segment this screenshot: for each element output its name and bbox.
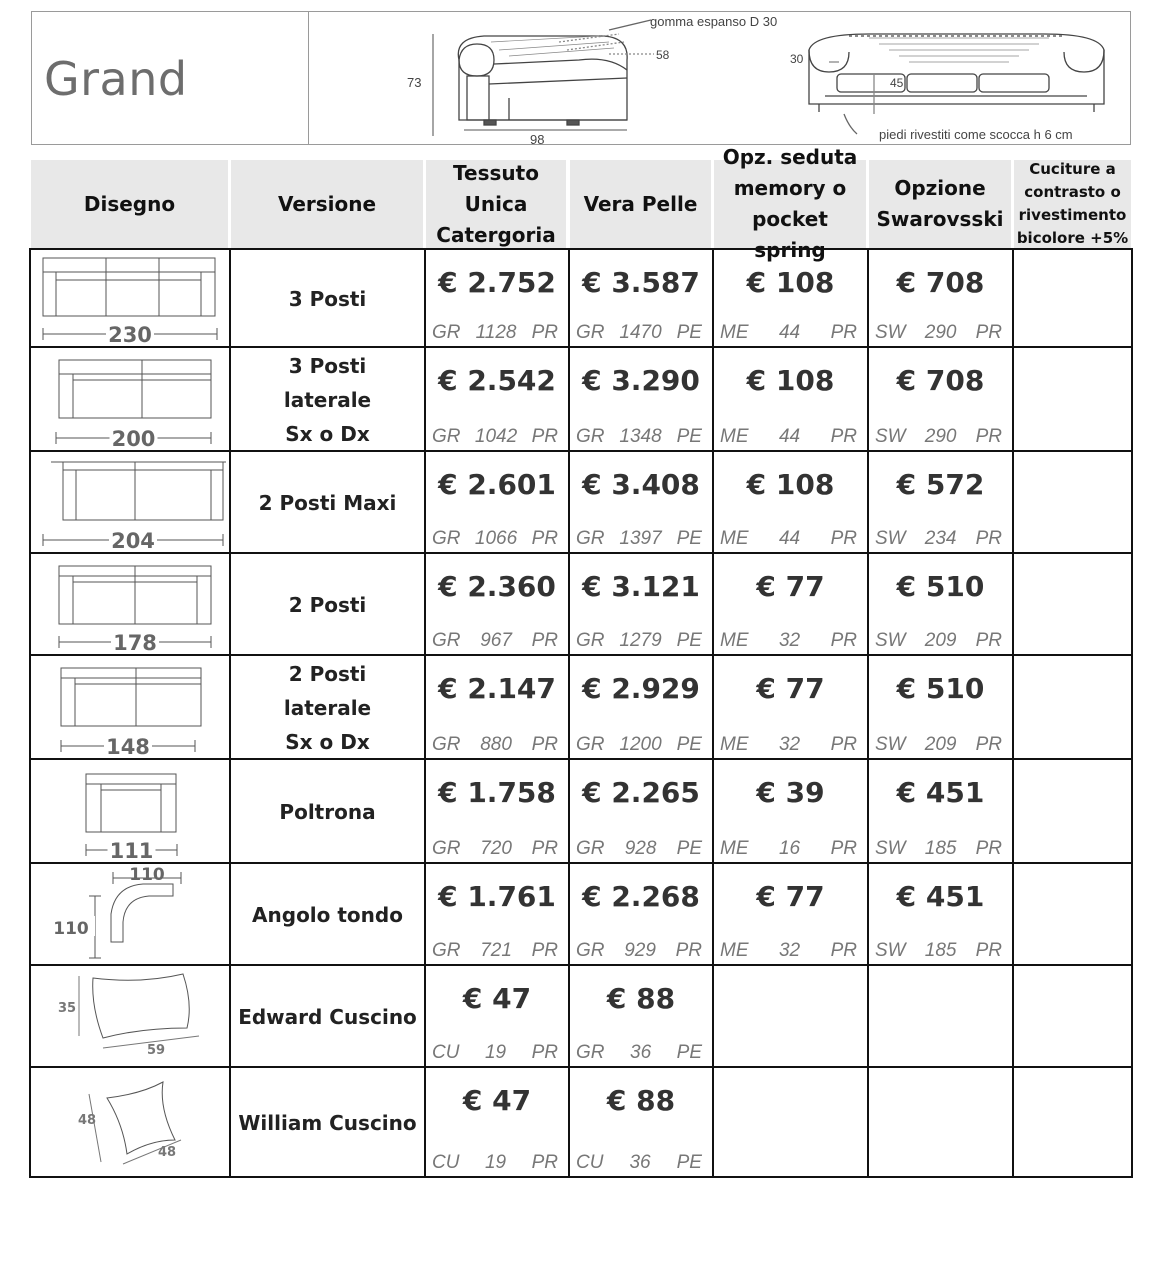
code-part: GR [432, 426, 461, 447]
fabric-price-cell [426, 656, 568, 760]
code-part: 929 [624, 940, 656, 961]
fabric-price: € 47 [462, 982, 532, 1015]
code-part: GR [576, 528, 605, 549]
version-name [231, 760, 424, 864]
column-header-version: Versione [231, 160, 423, 248]
column-header-stitching: Cuciture a contrasto o rivestimento bicolore +5% [1014, 160, 1131, 248]
swarovski-article-code [875, 426, 1002, 448]
table-row [29, 346, 1133, 452]
drawing-svg [31, 1068, 227, 1178]
table-row [29, 1066, 1133, 1178]
seat-price: € 108 [746, 266, 835, 299]
code-part: SW [875, 838, 906, 859]
version-line: Sx o Dx [285, 422, 370, 446]
code-part: PR [531, 426, 558, 447]
seat-price: € 108 [746, 364, 835, 397]
leather-price: € 3.408 [582, 468, 700, 501]
version-line: laterale [283, 696, 372, 720]
swarovski-price-cell [869, 760, 1012, 864]
swarovski-price: € 708 [896, 364, 985, 397]
column-header-fabric: Tessuto Unica Catergoria [426, 160, 566, 248]
code-part: SW [875, 734, 906, 755]
version-line: William Cuscino [238, 1111, 417, 1135]
sofa-side-view-drawing [309, 12, 1132, 144]
dimension-label: 48 [77, 1113, 97, 1128]
code-part: 209 [924, 734, 957, 755]
leather-article-code [576, 426, 702, 448]
code-part: PR [830, 940, 857, 961]
seat-price-cell [714, 966, 867, 1068]
fabric-price-cell [426, 966, 568, 1068]
table-row [29, 248, 1133, 348]
code-part: GR [576, 940, 605, 961]
swarovski-article-code [875, 734, 1002, 756]
swarovski-price-cell [869, 1068, 1012, 1178]
leather-article-code [576, 1152, 702, 1174]
code-part: PR [975, 630, 1002, 651]
stitching-cell [1014, 348, 1131, 452]
leather-price-cell [570, 1068, 712, 1178]
code-part: 967 [480, 630, 512, 651]
seat-price-cell [714, 656, 867, 760]
code-part: GR [432, 838, 461, 859]
depth-label: 98 [530, 132, 545, 147]
code-part: ME [720, 322, 749, 343]
product-drawing [31, 250, 227, 348]
seat-article-code [720, 838, 857, 860]
drawing-svg [31, 554, 227, 656]
stitching-cell [1014, 656, 1131, 760]
swarovski-article-code [875, 940, 1002, 962]
height-label: 73 [407, 75, 422, 90]
code-part: PE [676, 1152, 702, 1173]
fabric-price-cell [426, 250, 568, 348]
fabric-price-cell [426, 452, 568, 554]
version-name [231, 864, 424, 966]
fabric-price: € 2.542 [438, 364, 556, 397]
leather-article-code [576, 838, 702, 860]
code-part: 36 [629, 1152, 651, 1173]
code-part: 32 [778, 940, 801, 961]
swarovski-price: € 510 [896, 570, 985, 603]
swarovski-price: € 708 [896, 266, 985, 299]
fabric-price: € 1.758 [438, 776, 556, 809]
leather-price: € 3.121 [582, 570, 700, 603]
leather-price-cell [570, 864, 712, 966]
swarovski-article-code [875, 528, 1002, 550]
seat-price-cell [714, 452, 867, 554]
code-part: PR [531, 940, 558, 961]
seat-depth-label: 45 [890, 76, 904, 90]
stitching-cell [1014, 452, 1131, 554]
drawing-svg [31, 656, 227, 760]
fabric-article-code [432, 1152, 558, 1174]
seat-article-code [720, 322, 857, 344]
dimension-label: 59 [146, 1043, 166, 1058]
code-part: PR [830, 734, 857, 755]
column-header-seat-option: Opz. seduta memory o pocket spring [714, 160, 866, 248]
product-drawing [31, 656, 227, 760]
version-line: 3 Posti [288, 287, 367, 311]
code-part: 32 [778, 630, 801, 651]
dimension-label: 111 [109, 839, 154, 863]
dimension-label: 148 [106, 735, 150, 759]
fabric-price: € 1.761 [438, 880, 556, 913]
leather-article-code [576, 322, 702, 344]
code-part: PR [975, 838, 1002, 859]
code-part: SW [875, 426, 906, 447]
code-part: CU [432, 1152, 460, 1173]
code-part: 928 [624, 838, 657, 859]
version-name [231, 452, 424, 554]
seat-price: € 108 [746, 468, 835, 501]
seat-price-cell [714, 760, 867, 864]
swarovski-price: € 451 [896, 880, 985, 913]
code-part: GR [576, 838, 605, 859]
code-part: PR [531, 734, 558, 755]
leather-price-cell [570, 250, 712, 348]
version-name [231, 966, 424, 1068]
fabric-article-code [432, 1042, 558, 1064]
version-name [231, 1068, 424, 1178]
code-part: 1348 [619, 426, 662, 447]
stitching-cell [1014, 864, 1131, 966]
code-part: GR [432, 322, 461, 343]
stitching-cell [1014, 966, 1131, 1068]
code-part: 1200 [619, 734, 662, 755]
fabric-article-code [432, 734, 558, 756]
fabric-price-cell [426, 348, 568, 452]
dimension-label: 110 [53, 919, 89, 939]
code-part: ME [720, 630, 749, 651]
code-part: SW [875, 322, 906, 343]
code-part: SW [875, 630, 906, 651]
code-part: GR [576, 1042, 605, 1063]
leather-price-cell [570, 656, 712, 760]
version-name [231, 554, 424, 656]
dimension-label: 48 [157, 1145, 177, 1160]
fabric-price: € 2.601 [438, 468, 556, 501]
column-header-leather: Vera Pelle [570, 160, 711, 248]
seat-price-cell [714, 554, 867, 656]
code-part: GR [576, 426, 605, 447]
foam-label: gomma espanso D 30 [650, 14, 778, 29]
fabric-price-cell [426, 554, 568, 656]
code-part: CU [576, 1152, 604, 1173]
seat-article-code [720, 630, 857, 652]
seat-price-cell [714, 1068, 867, 1178]
code-part: 1066 [474, 528, 518, 549]
code-part: 1397 [619, 528, 662, 549]
drawing-svg [31, 348, 227, 452]
drawing-svg [31, 760, 227, 864]
table-row [29, 964, 1133, 1068]
code-part: 720 [480, 838, 512, 859]
code-part: ME [720, 426, 749, 447]
seat-article-code [720, 528, 857, 550]
drawing-svg [31, 864, 227, 966]
model-name-cell [32, 12, 309, 144]
table-row [29, 862, 1133, 966]
code-part: 1470 [619, 322, 662, 343]
product-drawing [31, 348, 227, 452]
leather-price: € 88 [606, 982, 676, 1015]
code-part: PR [531, 838, 558, 859]
code-part: PR [531, 1152, 558, 1173]
swarovski-price-cell [869, 348, 1012, 452]
fabric-price-cell [426, 760, 568, 864]
leather-price: € 2.265 [582, 776, 700, 809]
code-part: PR [975, 528, 1002, 549]
fabric-price: € 2.752 [438, 266, 556, 299]
model-header [31, 11, 1131, 145]
swarovski-article-code [875, 838, 1002, 860]
table-row [29, 552, 1133, 656]
code-part: PE [676, 528, 702, 549]
seat-price-cell [714, 250, 867, 348]
code-part: GR [432, 734, 461, 755]
leather-price: € 88 [606, 1084, 676, 1117]
seat-price: € 77 [756, 672, 825, 705]
seat-price-cell [714, 864, 867, 966]
code-part: SW [875, 940, 906, 961]
code-part: PR [830, 630, 857, 651]
code-part: 44 [778, 528, 801, 549]
leather-price: € 2.929 [582, 672, 700, 705]
code-part: PE [676, 1042, 702, 1063]
code-part: 16 [778, 838, 801, 859]
version-line: Angolo tondo [252, 903, 403, 927]
swarovski-price: € 510 [896, 672, 985, 705]
dimension-label: 35 [57, 1001, 77, 1016]
code-part: ME [720, 734, 749, 755]
code-part: GR [576, 630, 605, 651]
leather-article-code [576, 940, 702, 962]
version-line: laterale [283, 388, 372, 412]
fabric-price-cell [426, 1068, 568, 1178]
code-part: ME [720, 528, 749, 549]
code-part: PR [975, 322, 1002, 343]
table-row [29, 758, 1133, 864]
leather-price-cell [570, 348, 712, 452]
product-drawing [31, 1068, 227, 1178]
code-part: PR [830, 528, 857, 549]
leather-price-cell [570, 554, 712, 656]
stitching-cell [1014, 760, 1131, 864]
arm-width-label: 30 [790, 52, 804, 66]
leather-price-cell [570, 966, 712, 1068]
code-part: 32 [778, 734, 801, 755]
seat-price: € 77 [756, 570, 825, 603]
technical-drawing [309, 12, 1132, 147]
dimension-label: 178 [113, 631, 157, 655]
swarovski-price: € 451 [896, 776, 985, 809]
fabric-article-code [432, 426, 558, 448]
code-part: 185 [924, 838, 957, 859]
fabric-article-code [432, 630, 558, 652]
seat-article-code [720, 426, 857, 448]
code-part: PR [830, 322, 857, 343]
code-part: ME [720, 838, 749, 859]
code-part: 36 [630, 1042, 652, 1063]
swarovski-price-cell [869, 250, 1012, 348]
product-drawing [31, 966, 227, 1068]
code-part: PR [675, 940, 702, 961]
fabric-article-code [432, 940, 558, 962]
dimension-label: 110 [129, 865, 165, 885]
code-part: GR [576, 734, 605, 755]
code-part: GR [432, 630, 461, 651]
leather-article-code [576, 528, 702, 550]
table-row [29, 450, 1133, 554]
code-part: 1042 [474, 426, 518, 447]
version-name [231, 250, 424, 348]
version-line: 3 Posti [288, 354, 367, 378]
leather-price-cell [570, 452, 712, 554]
code-part: 44 [778, 426, 801, 447]
code-part: GR [432, 528, 461, 549]
code-part: 19 [484, 1042, 507, 1063]
version-name [231, 348, 424, 452]
seat-price: € 39 [756, 776, 825, 809]
stitching-cell [1014, 1068, 1131, 1178]
dimension-label: 204 [111, 529, 155, 553]
code-part: PR [830, 838, 857, 859]
seat-article-code [720, 940, 857, 962]
code-part: PR [531, 630, 558, 651]
leather-article-code [576, 630, 702, 652]
code-part: 721 [480, 940, 512, 961]
model-name: Grand [44, 52, 188, 106]
code-part: PE [676, 734, 702, 755]
version-line: Edward Cuscino [238, 1005, 417, 1029]
swarovski-price-cell [869, 966, 1012, 1068]
leather-price: € 3.587 [582, 266, 700, 299]
table-bottom-border [29, 1176, 1133, 1178]
feet-label: piedi rivestiti come scocca h 6 cm [879, 127, 1073, 142]
code-part: 44 [778, 322, 801, 343]
swarovski-price-cell [869, 864, 1012, 966]
swarovski-price-cell [869, 554, 1012, 656]
code-part: CU [432, 1042, 460, 1063]
code-part: PR [531, 528, 558, 549]
seat-article-code [720, 734, 857, 756]
seat-price-cell [714, 348, 867, 452]
code-part: PE [676, 322, 702, 343]
code-part: 209 [924, 630, 957, 651]
product-drawing [31, 760, 227, 864]
code-part: 234 [924, 528, 957, 549]
stitching-cell [1014, 250, 1131, 348]
swarovski-article-code [875, 630, 1002, 652]
column-header-drawing: Disegno [31, 160, 228, 248]
version-line: 2 Posti [288, 662, 367, 686]
code-part: 185 [924, 940, 957, 961]
leather-price: € 3.290 [582, 364, 700, 397]
code-part: 290 [924, 322, 957, 343]
fabric-article-code [432, 322, 558, 344]
code-part: PE [676, 838, 702, 859]
code-part: PR [975, 940, 1002, 961]
fabric-price: € 2.360 [438, 570, 556, 603]
product-drawing [31, 864, 227, 966]
swarovski-article-code [875, 322, 1002, 344]
code-part: PR [975, 426, 1002, 447]
dimension-label: 200 [111, 427, 156, 451]
code-part: PR [531, 322, 558, 343]
stitching-cell [1014, 554, 1131, 656]
code-part: GR [576, 322, 605, 343]
drawing-svg [31, 250, 227, 348]
fabric-article-code [432, 528, 558, 550]
leather-article-code [576, 734, 702, 756]
dimension-label: 230 [108, 323, 152, 347]
version-line: Poltrona [279, 800, 376, 824]
code-part: PR [830, 426, 857, 447]
version-line: 2 Posti [288, 593, 367, 617]
swarovski-price-cell [869, 656, 1012, 760]
code-part: PE [676, 426, 702, 447]
seat-price: € 77 [756, 880, 825, 913]
fabric-price: € 47 [462, 1084, 532, 1117]
leather-price: € 2.268 [582, 880, 700, 913]
column-header-swarovski: Opzione Swarovsski [869, 160, 1011, 248]
code-part: SW [875, 528, 906, 549]
code-part: 19 [484, 1152, 507, 1173]
fabric-price: € 2.147 [438, 672, 556, 705]
seat-height-label: 58 [656, 48, 670, 62]
drawing-svg [31, 452, 227, 554]
swarovski-price-cell [869, 452, 1012, 554]
table-row [29, 654, 1133, 760]
code-part: 1279 [619, 630, 662, 651]
drawing-svg [31, 966, 227, 1068]
leather-article-code [576, 1042, 702, 1064]
fabric-price-cell [426, 864, 568, 966]
leather-price-cell [570, 760, 712, 864]
swarovski-price: € 572 [896, 468, 985, 501]
fabric-article-code [432, 838, 558, 860]
code-part: ME [720, 940, 749, 961]
code-part: PR [531, 1042, 558, 1063]
code-part: 1128 [475, 322, 517, 343]
code-part: PE [676, 630, 702, 651]
code-part: PR [975, 734, 1002, 755]
code-part: GR [432, 940, 461, 961]
product-drawing [31, 554, 227, 656]
code-part: 880 [480, 734, 512, 755]
code-part: 290 [924, 426, 957, 447]
version-line: 2 Posti Maxi [258, 491, 397, 515]
product-drawing [31, 452, 227, 554]
version-line: Sx o Dx [285, 730, 370, 754]
version-name [231, 656, 424, 760]
